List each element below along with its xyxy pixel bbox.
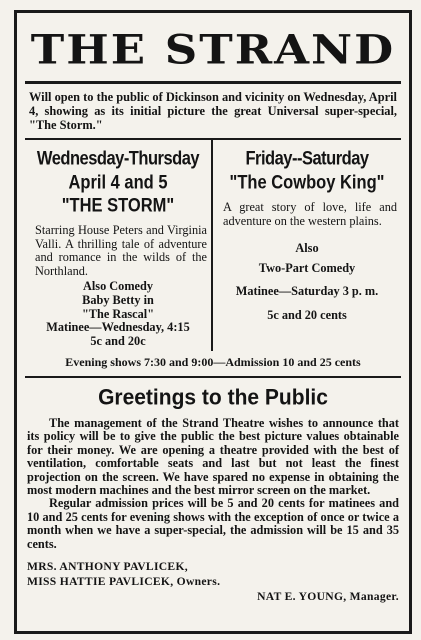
intro-text: Will open to the public of Dickinson and vicinity on Wednesday, April 4, showing as its initial picture the great Universal super-special, "The Storm." bbox=[29, 90, 397, 132]
left-also-comedy: Also Comedy bbox=[82, 279, 154, 294]
greeting-body bbox=[27, 417, 399, 551]
right-matinee: Matinee—Saturday 3 p. m. bbox=[235, 284, 379, 299]
left-also-title: "The Rascal" bbox=[81, 306, 155, 321]
headline-rule bbox=[25, 81, 401, 84]
left-matinee: Matinee—Wednesday, 4:15 bbox=[46, 320, 190, 335]
signature-block bbox=[27, 559, 399, 604]
left-dates: April 4 and 5 bbox=[68, 172, 168, 194]
left-description: Starring House Peters and Virginia Valli. A thrilling tale of adventure and romance in the wilds of the Northland. bbox=[35, 223, 207, 278]
signature-line-3: NAT E. YOUNG, Manager. bbox=[257, 590, 399, 604]
greeting-title: Greetings to the Public bbox=[98, 385, 328, 410]
left-program bbox=[25, 140, 213, 351]
signature-line-1: MRS. ANTHONY PAVLICEK, bbox=[27, 560, 188, 574]
right-comedy: Two-Part Comedy bbox=[258, 260, 356, 275]
headline: THE STRAND bbox=[30, 25, 396, 74]
right-also: Also bbox=[295, 241, 319, 256]
left-film-title: "THE STORM" bbox=[61, 195, 175, 217]
section-rule bbox=[25, 376, 401, 378]
ad-border-frame bbox=[14, 10, 412, 634]
evening-shows: Evening shows 7:30 and 9:00—Admission 10 and 25 cents bbox=[65, 355, 361, 369]
signature-line-2: MISS HATTIE PAVLICEK, Owners. bbox=[27, 575, 221, 589]
greeting-paragraph-1: The management of the Strand Theatre wishes to announce that its policy will be to give the public the best picture values obtainable for their money. We are opening a theatre provided with the best of ventilation, comfortable seats and last but not least the finest projection on the screen. We have spared no expense in obtaining the most modern machines and the best mirror screen on the market. bbox=[27, 416, 399, 498]
greeting-paragraph-2: Regular admission prices will be 5 and 20 cents for matinees and 10 and 25 cents for evening shows with the exception of once or twice a month when we have a super-special, the admission will be 15 and 35 cents. bbox=[27, 496, 399, 551]
right-prices: 5c and 20 cents bbox=[267, 307, 347, 322]
right-film-title: "The Cowboy King" bbox=[229, 172, 385, 194]
right-program bbox=[213, 140, 401, 351]
right-description: A great story of love, life and adventure on the western plains. bbox=[223, 200, 397, 228]
left-days: Wednesday-Thursday bbox=[36, 148, 200, 170]
right-days: Friday--Saturday bbox=[245, 148, 369, 170]
program-columns bbox=[25, 138, 401, 351]
left-also-star: Baby Betty in bbox=[82, 292, 154, 307]
left-prices: 5c and 20c bbox=[90, 333, 146, 348]
